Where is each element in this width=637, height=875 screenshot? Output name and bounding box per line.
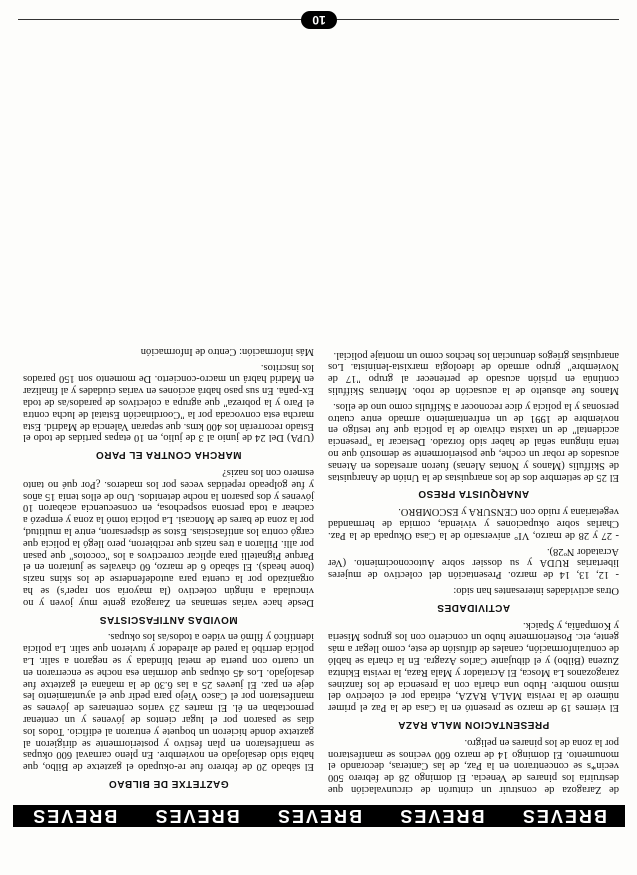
breves-banner [13,805,625,827]
section-title: MOVIDAS ANTIFASCISTAS [99,613,238,625]
section-paragraph: El 25 de setiembre dos de los anarquistas de la Unión de Anarquistas de Skiffulis (Manos y Nontas Alenas) fueron arrestados en Atenas acusados de robar un coche, que posteriormente se demostró que no tenía ninguna señal de haber sido forzado. Destacar la "presencia accidental" de un taxista chivato de la policía que fue testigo en noviembre de 1991 de un enfrentamiento armado entre cuatro personas y la policía y dice reconocer a Skiffulis como uno de ellos. [328,400,619,483]
right-column [23,341,314,795]
section-paragraph: Desde hace varias semanas en Zaragoza gente muy joven y no vinculada a ningún colectivo (la mayoría son raper's) se ha organizado por la cuenta para autodefenderse de los skins nazis (bone heads). El sábado 6 de marzo, 60 chavales se juntaron en el Parque Pignatelli para aplicar correctivos a los "cocotos" que pasan por allí. Pillaron a tres nazis que recibieron, pero llegó la policía que cargó contra los antifascistas. Estos se dispersaron, entre la multitud, por la zona de bares de Moncasi. La policía tomó la zona y empezó a cachear a toda persona sospechosa, en consecuencia acabaron 10 jóvenes y dos pasaron la noche detenidos. Uno de ellos tenía 15 años y fue golpeado repetidas veces por los maderos. ¿Por qué no tanto esmero con los nazis? [23,467,314,608]
banner-word: BREVES [153,806,240,827]
section-paragraph: - 27 y 28 de marzo, VI° aniversario de la Casa Okupada de la Paz. Charlas sobre okupaciones y vivienda, comida de hermandad vegetariana y ruido con CENSURA y ESCOMBRO. [328,506,619,541]
section-title: GAZTETXE DE BILBAO [108,778,229,789]
section-title: ACTIVIDADES [436,601,511,613]
banner-word: BREVES [398,806,485,827]
banner-word: BREVES [276,806,363,827]
section-title: ANARQUISTA PRESO [417,488,530,500]
page-number: 10 [301,11,337,29]
section-paragraph: Manos fue absuelto de la acusación de robo. Mientras Skiffulis continúa en prisión acusado de pertenecer al grupo "17 de Noviembre" grupo armado de ideología marxista-leninista. Los anarquistas griegos denuncian los hechos como un montaje policial. [328,349,619,397]
section-paragraph: - 12, 13, 14 de marzo. Presentación del colectivo de mujeres libertarias RUDA y su dossier sobre Autoconocimiento. (Ver Acratador Nº28). [328,545,619,581]
section-title: PRESENTACION MALA RAZA [397,719,550,731]
banner-word: BREVES [31,806,118,827]
section-title: MARCHA CONTRA EL PARO [95,449,242,461]
intro-paragraph: de Zaragoza de construir un cinturón de circunvalación que destruiría los pinares de Venecia. El domingo 28 de febrero 500 vecin*s se concentraron en la Paz, de las Canteras, decorando el monumento. El domingo 14 de marzo 600 vecinos se manifestaron por la zona de los pinares en peligro. [328,736,619,795]
section-paragraph: Más información: Centro de Información [140,345,314,357]
section-paragraph: El viernes 19 de marzo se presentó en la Casa de la Paz el primer número de la revista MALA RAZA, editada por el colectivo del mismo nombre. Hubo una charla con la presencia de los fanzines zaragozanos La Mosca, El Acratador y Mala Raza, la revista Ekintza Zuzena (Bilbo) y el dibujante Carlos Azagra. En la charla se habló de contrainformación, canales de difusión de este, como llegar a más gente, etc. Posteriormente hubo un concierto con los grupos Miseria y Kompañía, y Spaick. [328,619,619,714]
section-paragraph: El sábado 20 de febrero fue re-okupado el gaztetxe de Bilbo, que había sido desalojado en noviembre. En pleno carnaval 600 okupas se manifestaron en plan festivo y posteriormente se dirigieron al gaztetxe donde hicieron un boquete y entraron al edificio. Todos los días se pasaron por el lugar cientos de jóvenes y un centenar pernoctaban en él. El martes 23 varios centenares de jóvenes se manifestaron por el Casco Viejo para pedir que el ayuntamiento les deje en paz. El jueves 25 a las 6.30 de la mañana el gaztetxe fue desalojado. Los 45 okupas que dormían esa noche se encerraron en un cuarto con puerta de metal blindada y se negaron a salir. La policía derribó la pared de alrededor y tuvieron que salir. La policía identificó y filmó en vídeo a todos/as los okupas. [23,631,314,773]
section-paragraph: Otras actividades interesantes han sido: [453,585,619,597]
left-column [328,345,619,795]
banner-word: BREVES [520,806,607,827]
section-paragraph: (UPA) Del 24 de junio al 3 de julio, en 10 etapas partidas de todo el Estado recorrerán los 400 kms. que separan Valencia de Madrid. Esta marcha esta convocada por la "Coordinación Estatal de lucha contra el Paro y la pobreza" que agrupa a colectivos de parados/as de toda Ex-paña. En sus paso habrá acciones en varias ciudades y al finalizar en Madrid habrá un macro-concierto. De momento son 150 parados los inscritos. [23,361,314,444]
